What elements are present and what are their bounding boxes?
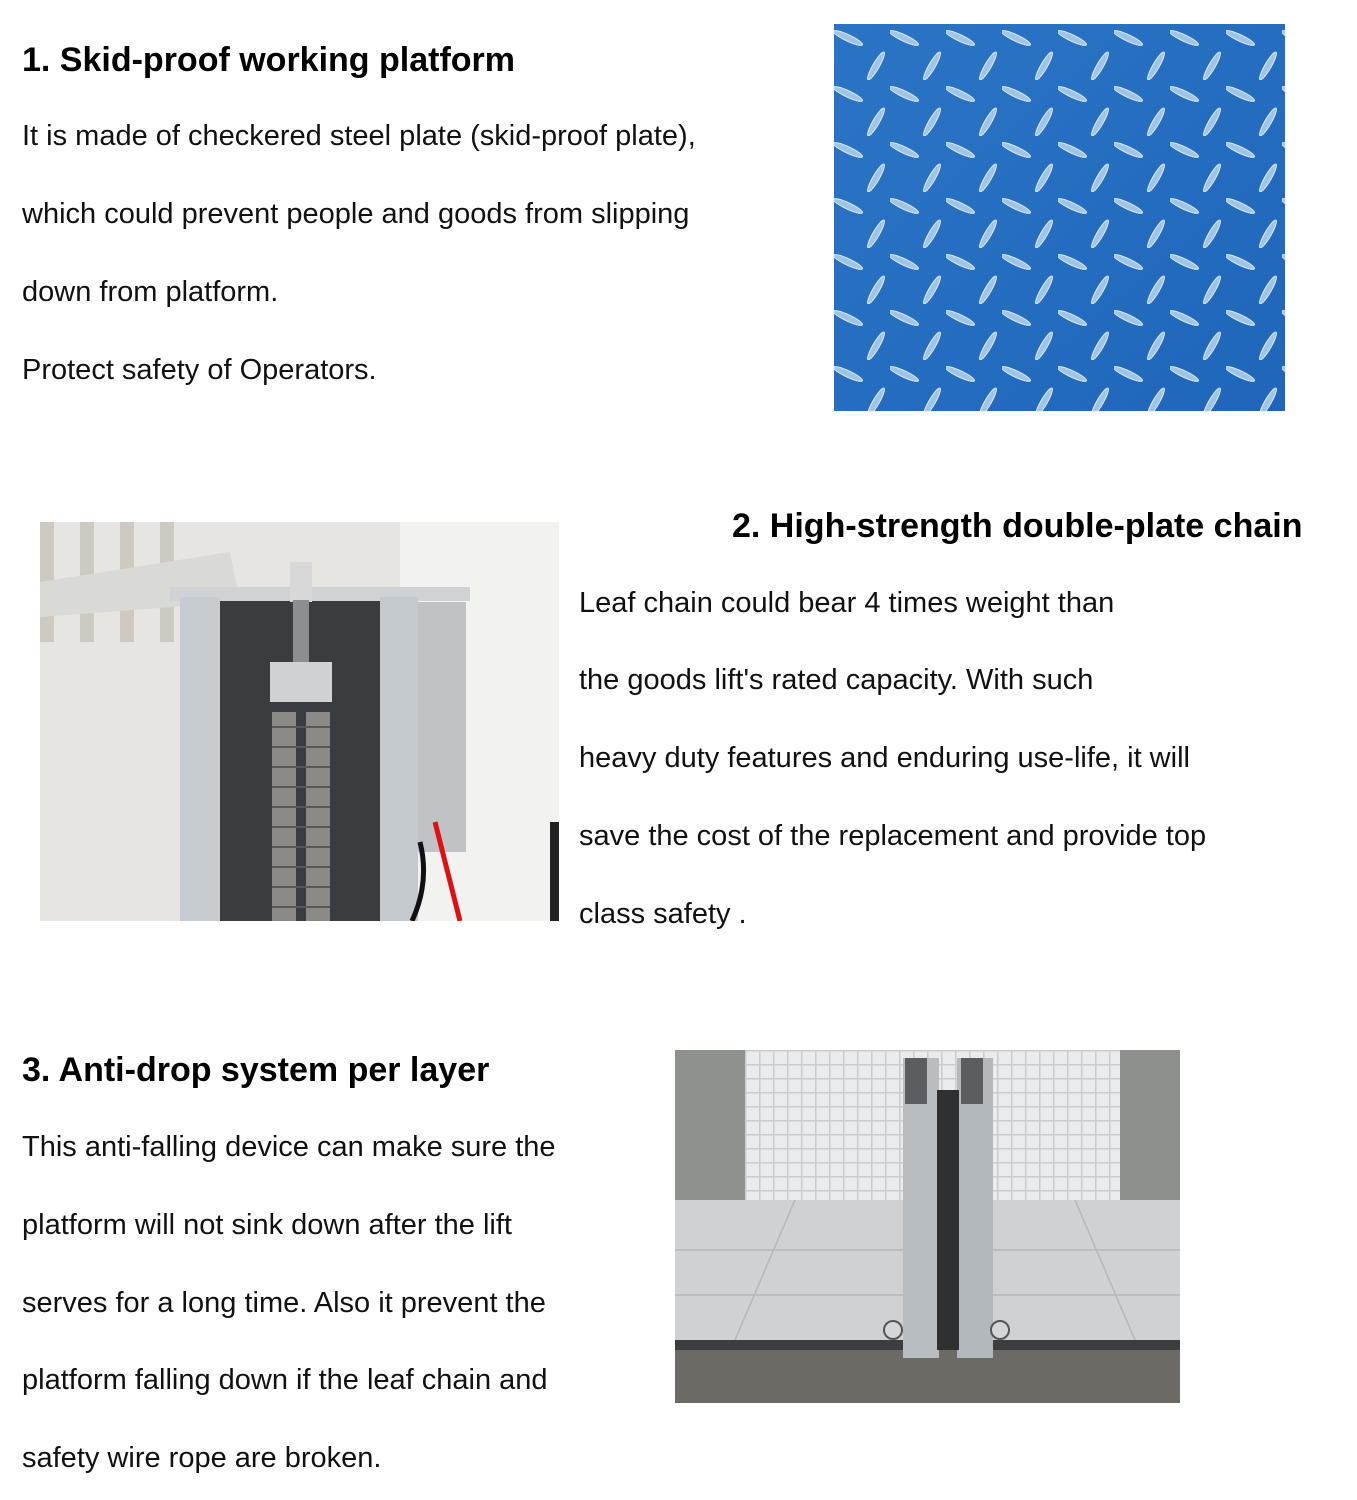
section-3-text-line: safety wire rope are broken. xyxy=(22,1442,382,1474)
section-1-text-line: down from platform. xyxy=(22,276,279,308)
checkered-plate-photo xyxy=(834,24,1285,411)
section-1-text-line: It is made of checkered steel plate (skid-proof plate), xyxy=(22,120,696,152)
section-1-text-line: which could prevent people and goods from slipping xyxy=(22,198,690,230)
section-3-text-line: platform falling down if the leaf chain and xyxy=(22,1364,548,1396)
section-2-title: 2. High-strength double-plate chain xyxy=(732,507,1303,545)
section-1-text-line: Protect safety of Operators. xyxy=(22,354,377,386)
section-2-text-line: Leaf chain could bear 4 times weight than xyxy=(579,587,1115,619)
anti-drop-device-photo xyxy=(675,1050,1180,1403)
section-3-text-line: platform will not sink down after the lift xyxy=(22,1209,512,1241)
section-1-title: 1. Skid-proof working platform xyxy=(22,41,516,79)
section-2-text-line: the goods lift's rated capacity. With such xyxy=(579,664,1094,696)
section-2-text-line: class safety . xyxy=(579,898,747,930)
section-3-text-line: serves for a long time. Also it prevent the xyxy=(22,1287,546,1319)
section-2-text-line: heavy duty features and enduring use-life, it will xyxy=(579,742,1190,774)
section-2-text-line: save the cost of the replacement and provide top xyxy=(579,820,1207,852)
leaf-chain-photo xyxy=(40,522,559,921)
section-3-title: 3. Anti-drop system per layer xyxy=(22,1051,490,1089)
section-3-text-line: This anti-falling device can make sure the xyxy=(22,1131,556,1163)
